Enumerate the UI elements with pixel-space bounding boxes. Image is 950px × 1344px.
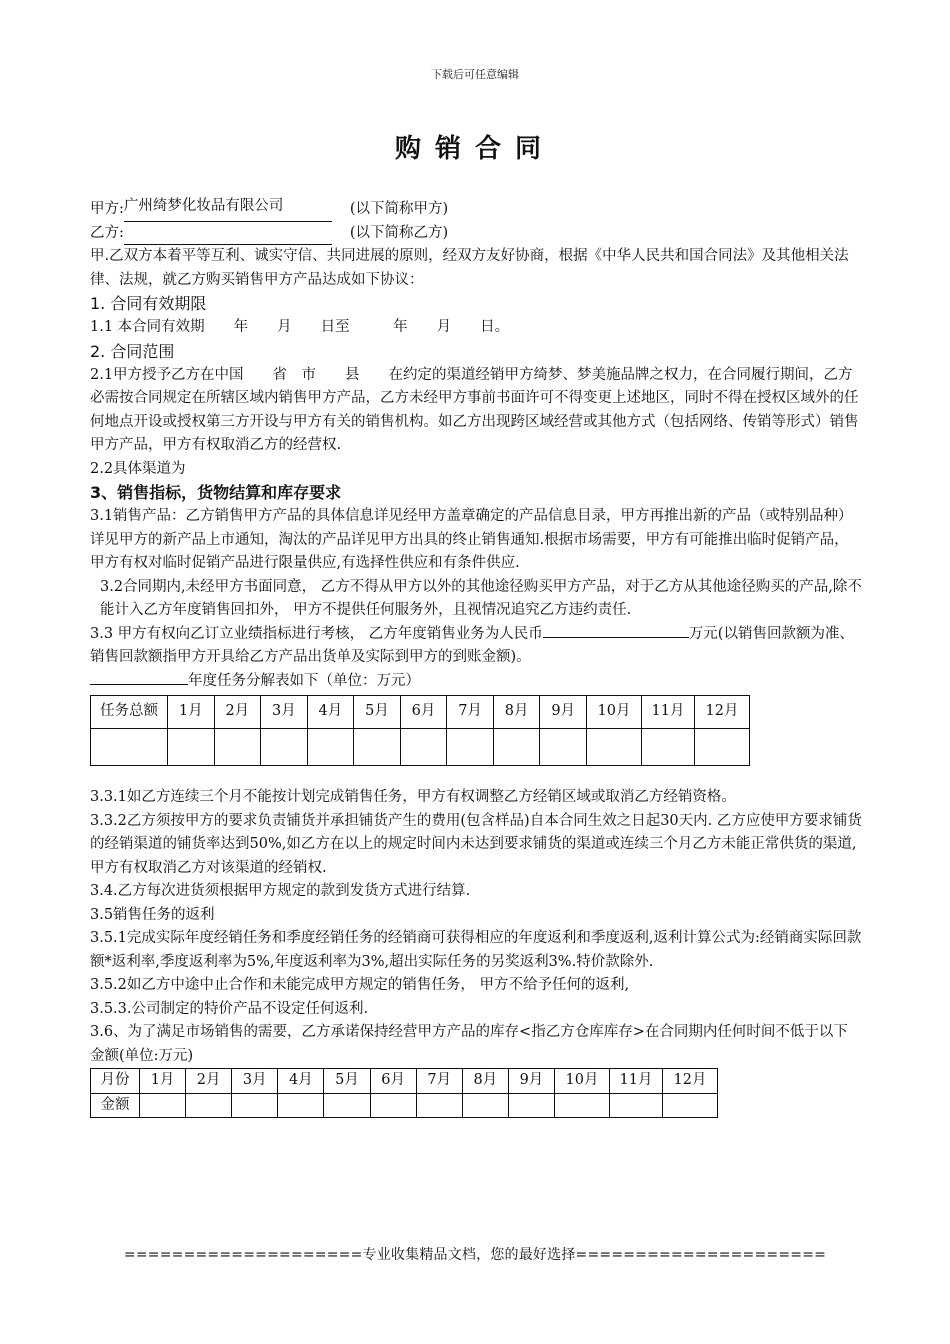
clause-3-5-1: 3.5.1完成实际年度经销任务和季度经销任务的经销商可获得相应的年度返利和季度返利,返利计算公式为:经销商实际回款额*返利率,季度返利率为5%,年度返利率为3%,超出实际任务的另奖返利3%.特价款除外.	[90, 930, 862, 970]
table-header-cell: 1月	[168, 696, 215, 729]
table-header-cell: 10月	[555, 1069, 610, 1094]
task-table-caption-text: 年度任务分解表如下（单位：万元）	[188, 672, 420, 689]
table-cell	[663, 1093, 718, 1118]
year-blank	[90, 684, 188, 685]
annual-amount-blank	[543, 637, 689, 638]
table-header-cell: 11月	[642, 696, 695, 729]
clause-3-1: 3.1销售产品：乙方销售甲方产品的具体信息详见经甲方盖章确定的产品信息目录，甲方再推出新的产品（或特别品种）详见甲方的新产品上市通知，淘汰的产品详见甲方出具的终止销售通知.根据市场需要，甲方有可能推出临时促销产品， 甲方有权对临时促销产品进行限量供应,有选择性供应和有条件供应.	[90, 508, 853, 571]
table-header-cell: 7月	[416, 1069, 462, 1094]
table-header-cell: 9月	[540, 696, 587, 729]
header-note: 下载后可任意编辑	[431, 68, 519, 81]
table-cell	[232, 1093, 278, 1118]
party-a-name: 广州绮梦化妆品有限公司	[124, 198, 332, 222]
table-cell	[587, 729, 642, 766]
table-cell	[610, 1093, 663, 1118]
task-breakdown-table	[90, 695, 750, 766]
intro-paragraph: 甲.乙双方本着平等互利、诚实守信、共同进展的原则，经双方友好协商，根据《中华人民共和国合同法》及其他相关法律、法规，就乙方购买销售甲方产品达成如下协议：	[90, 248, 849, 288]
clause-3-2: 3.2合同期内,未经甲方书面同意， 乙方不得从甲方以外的其他途径购买甲方产品，对于乙方从其他途径购买的产品,除不能计入乙方年度销售回扣外， 甲方不提供任何服务外，且视情况追究乙方违约责任.	[100, 578, 862, 618]
party-b-row	[90, 222, 862, 246]
clause-3-5: 3.5销售任务的返利	[90, 906, 215, 923]
table-header-cell: 5月	[354, 696, 401, 729]
table-header-cell: 8月	[462, 1069, 508, 1094]
clause-3-3-text-b: 万元(以销售回款额为准、销售回款额指甲方开具给乙方产品出货单及实际到甲方的到账金额)。	[90, 625, 854, 665]
table-cell	[555, 1093, 610, 1118]
table-header-cell: 11月	[610, 1069, 663, 1094]
inventory-table	[90, 1068, 718, 1118]
table-cell	[278, 1093, 324, 1118]
table-row	[91, 1093, 718, 1118]
section-1-heading: 1. 合同有效期限	[90, 294, 207, 313]
task-table-caption	[90, 670, 862, 694]
table-cell	[695, 729, 750, 766]
clause-3-5-3: 3.5.3.公司制定的特价产品不设定任何返利.	[90, 1000, 369, 1017]
table-cell	[642, 729, 695, 766]
clause-3-3-text-a: 3.3 甲方有权向乙订立业绩指标进行考核， 乙方年度销售业务为人民币	[90, 625, 543, 642]
table-cell	[354, 729, 401, 766]
table-header-cell: 6月	[370, 1069, 416, 1094]
table-header-cell: 月份	[91, 1069, 140, 1094]
table-cell	[493, 729, 540, 766]
table-header-row	[91, 696, 750, 729]
table-header-cell: 3月	[261, 696, 308, 729]
table-header-cell: 4月	[307, 696, 354, 729]
table-header-cell: 2月	[186, 1069, 232, 1094]
table-header-cell: 4月	[278, 1069, 324, 1094]
table-header-cell: 12月	[663, 1069, 718, 1094]
table-cell	[324, 1093, 370, 1118]
table-cell	[140, 1093, 186, 1118]
party-a-row	[90, 198, 862, 222]
table-header-cell: 6月	[400, 696, 447, 729]
table-header-cell: 3月	[232, 1069, 278, 1094]
table-header-cell: 任务总额	[91, 696, 168, 729]
footer-banner: ====================专业收集精品文档，您的最好选择=====================	[123, 1247, 827, 1263]
table-cell	[186, 1093, 232, 1118]
party-b-name-blank	[124, 222, 332, 246]
table-cell	[168, 729, 215, 766]
clause-3-3	[90, 623, 862, 670]
table-header-row	[91, 1069, 718, 1094]
party-b-suffix: (以下简称乙方)	[349, 224, 449, 241]
party-a-suffix: (以下简称甲方)	[349, 201, 449, 217]
table-cell	[508, 1093, 554, 1118]
table-cell	[91, 729, 168, 766]
clause-1-1: 1.1 本合同有效期 年 月 日至 年 月 日。	[90, 319, 510, 335]
table-cell	[462, 1093, 508, 1118]
table-header-cell: 8月	[493, 696, 540, 729]
section-3-heading: 3、销售指标，货物结算和库存要求	[90, 483, 342, 502]
table-cell	[416, 1093, 462, 1118]
table-row-label: 金额	[91, 1093, 140, 1118]
clause-3-6: 3.6、为了满足市场销售的需要，乙方承诺保持经营甲方产品的库存<指乙方仓库库存>在合同期内任何时间不低于以下金额(单位:万元)	[90, 1024, 848, 1064]
table-row	[91, 729, 750, 766]
clause-2-2: 2.2具体渠道为	[90, 460, 186, 477]
table-header-cell: 9月	[508, 1069, 554, 1094]
clause-2-1: 2.1甲方授予乙方在中国 省 市 县 在约定的渠道经销甲方绮梦、梦美施品牌之权力，在合同履行期间，乙方必需按合同规定在所辖区域内销售甲方产品，乙方未经甲方事前书面许可不得变更上述地区，同时不得在授权区域外的任何地点开设或授权第三方开设与甲方有关的销售机构。如乙方出现跨区域经营或其他方式（包括网络、传销等形式）销售甲方产品，甲方有权取消乙方的经营权.	[90, 366, 859, 453]
table-cell	[540, 729, 587, 766]
party-a-label: 甲方:	[90, 201, 124, 217]
table-cell	[307, 729, 354, 766]
table-header-cell: 2月	[214, 696, 261, 729]
table-cell	[261, 729, 308, 766]
clause-3-3-1: 3.3.1如乙方连续三个月不能按计划完成销售任务，甲方有权调整乙方经销区域或取消乙方经销资格。	[90, 789, 736, 805]
table-header-cell: 1月	[140, 1069, 186, 1094]
contract-body	[90, 198, 862, 1118]
table-cell	[370, 1093, 416, 1118]
table-cell	[447, 729, 494, 766]
table-cell	[400, 729, 447, 766]
table-header-cell: 5月	[324, 1069, 370, 1094]
section-2-heading: 2. 合同范围	[90, 341, 175, 361]
table-cell	[214, 729, 261, 766]
page-title: 购销合同	[394, 134, 555, 164]
clause-3-4: 3.4.乙方每次进货须根据甲方规定的款到发货方式进行结算.	[90, 883, 471, 899]
spacer	[90, 766, 862, 786]
table-header-cell: 7月	[447, 696, 494, 729]
party-b-label: 乙方:	[90, 224, 124, 241]
clause-3-3-2: 3.3.2乙方须按甲方的要求负责铺货并承担铺货产生的费用(包含样品)自本合同生效之日起30天内. 乙方应使甲方要求铺货的经销渠道的铺货率达到50%,如乙方在以上的规定时间内未达到要求铺货的渠道或连续三个月乙方未能正常供货的渠道,甲方有权取消乙方对该渠道的经销权.	[90, 812, 862, 876]
clause-3-5-2: 3.5.2如乙方中途中止合作和未能完成甲方规定的销售任务， 甲方不给予任何的返利,	[90, 977, 630, 993]
table-header-cell: 10月	[587, 696, 642, 729]
table-header-cell: 12月	[695, 696, 750, 729]
